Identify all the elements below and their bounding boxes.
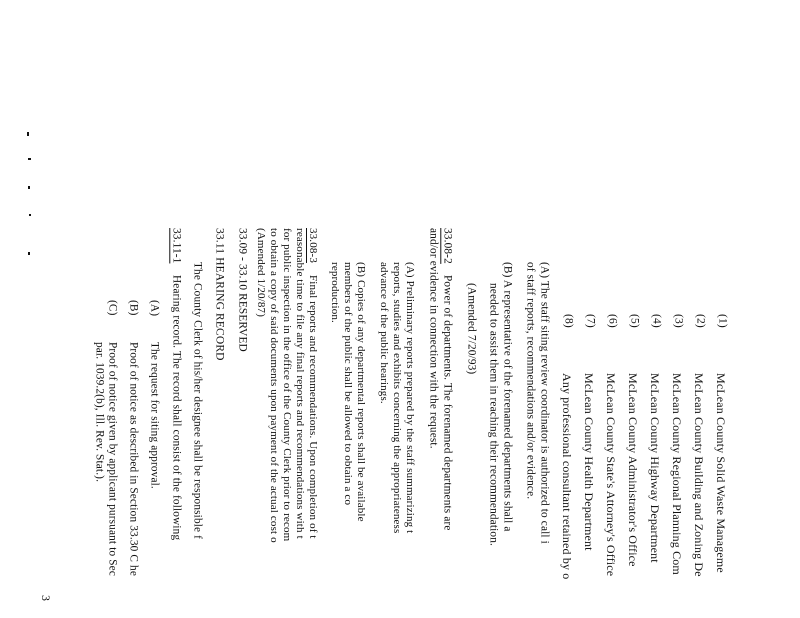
list-item-text: McLean County Administrator's Office xyxy=(626,373,640,567)
subsection-b-line: reproduction. xyxy=(329,262,341,323)
section-text-line: and/or evidence in connection with the request. xyxy=(427,228,440,449)
scan-mark xyxy=(28,252,30,255)
section-text-line: Hearing record. The record shall consist of the following xyxy=(170,275,183,541)
section-number: 33.08-2 xyxy=(441,228,454,264)
section-number: 33.08-3 xyxy=(307,228,319,263)
scan-mark xyxy=(27,132,29,136)
list-item-number: (7) xyxy=(584,314,597,328)
record-item-number: (C) xyxy=(106,300,119,316)
list-item-number: (3) xyxy=(672,314,685,328)
record-item-number: (B) xyxy=(127,300,140,316)
subsection-a-line: advance of the public hearings. xyxy=(378,262,390,404)
paragraph-a-line: (A) The staff siting review coordinator is authorized to call i xyxy=(538,262,551,544)
section-text-line: for public inspection in the office of the County Clerk prior to recom xyxy=(281,228,293,542)
subsection-a-line: reports, studies and exhibits concerning the appropriateness xyxy=(391,262,403,534)
paragraph-a-line: of staff reports, recommendations and/or evidence. xyxy=(524,262,537,500)
list-item-number: (6) xyxy=(606,314,619,328)
paragraph-b-line: (B) A representative of the forenamed departments shall a xyxy=(501,262,514,532)
record-item-number: (A) xyxy=(148,300,161,317)
section-heading: 33.11 HEARING RECORD xyxy=(213,228,226,361)
list-item-number: (4) xyxy=(650,314,663,328)
record-item-text: par. 1039.2(b), Ill. Rev. Stat.). xyxy=(93,342,106,483)
subsection-b-line: (B) Copies of any departmental reports shall be available xyxy=(355,262,367,522)
subsection-b-line: members of the public shall be allowed to obtain a co xyxy=(342,262,354,506)
list-item-number: (5) xyxy=(628,314,641,328)
list-item-text: McLean County State's Attorney's Office xyxy=(604,373,618,577)
paragraph-b-line: needed to assist them in reaching their recommendation. xyxy=(487,283,500,546)
section-number: 33.11-1 xyxy=(170,228,183,264)
list-item-text: McLean County Building and Zoning De xyxy=(692,373,706,577)
list-item-number: (8) xyxy=(562,314,575,328)
page-number: 3 xyxy=(39,595,53,602)
record-item-text: Proof of notice as described in Section 33.30 C he xyxy=(127,342,140,577)
section-intro: The County Clerk of his/her designee shall be responsible f xyxy=(191,262,204,540)
scan-mark xyxy=(28,186,30,189)
scan-mark xyxy=(28,158,31,160)
reserved-heading: 33.09 - 33.10 RESERVED xyxy=(236,228,249,352)
list-item-number: (1) xyxy=(716,314,729,328)
record-item-text: Proof of notice given by applicant pursuant to Sec xyxy=(106,342,119,577)
amendment-note: (Amended 1/20/87) xyxy=(255,228,267,318)
list-item-text: McLean County Highway Department xyxy=(648,373,662,563)
section-text-line: Power of departments. The forenamed departments are xyxy=(441,275,454,531)
amendment-note: (Amended 7/20/93) xyxy=(465,283,478,375)
list-item-text: McLean County Solid Waste Manageme xyxy=(714,373,728,573)
list-item-text: Any professional consultant retained by o xyxy=(560,373,574,580)
section-text-line: Final reports and recommendations. Upon completion of t xyxy=(307,275,319,539)
list-item-text: McLean County Health Department xyxy=(582,373,596,551)
section-text-line: reasonable time to file any final reports and recommendations with t xyxy=(294,228,306,539)
list-item-number: (2) xyxy=(694,314,707,328)
scan-mark xyxy=(29,214,31,216)
list-item-text: McLean County Regional Planning Com xyxy=(670,373,684,575)
section-text-line: to obtain a copy of said documents upon payment of the actual cost o xyxy=(268,228,280,543)
record-item-text: The request for siting approval. xyxy=(148,342,161,489)
subsection-a-line: (A) Preliminary reports prepared by the staff summarizing t xyxy=(404,262,416,534)
